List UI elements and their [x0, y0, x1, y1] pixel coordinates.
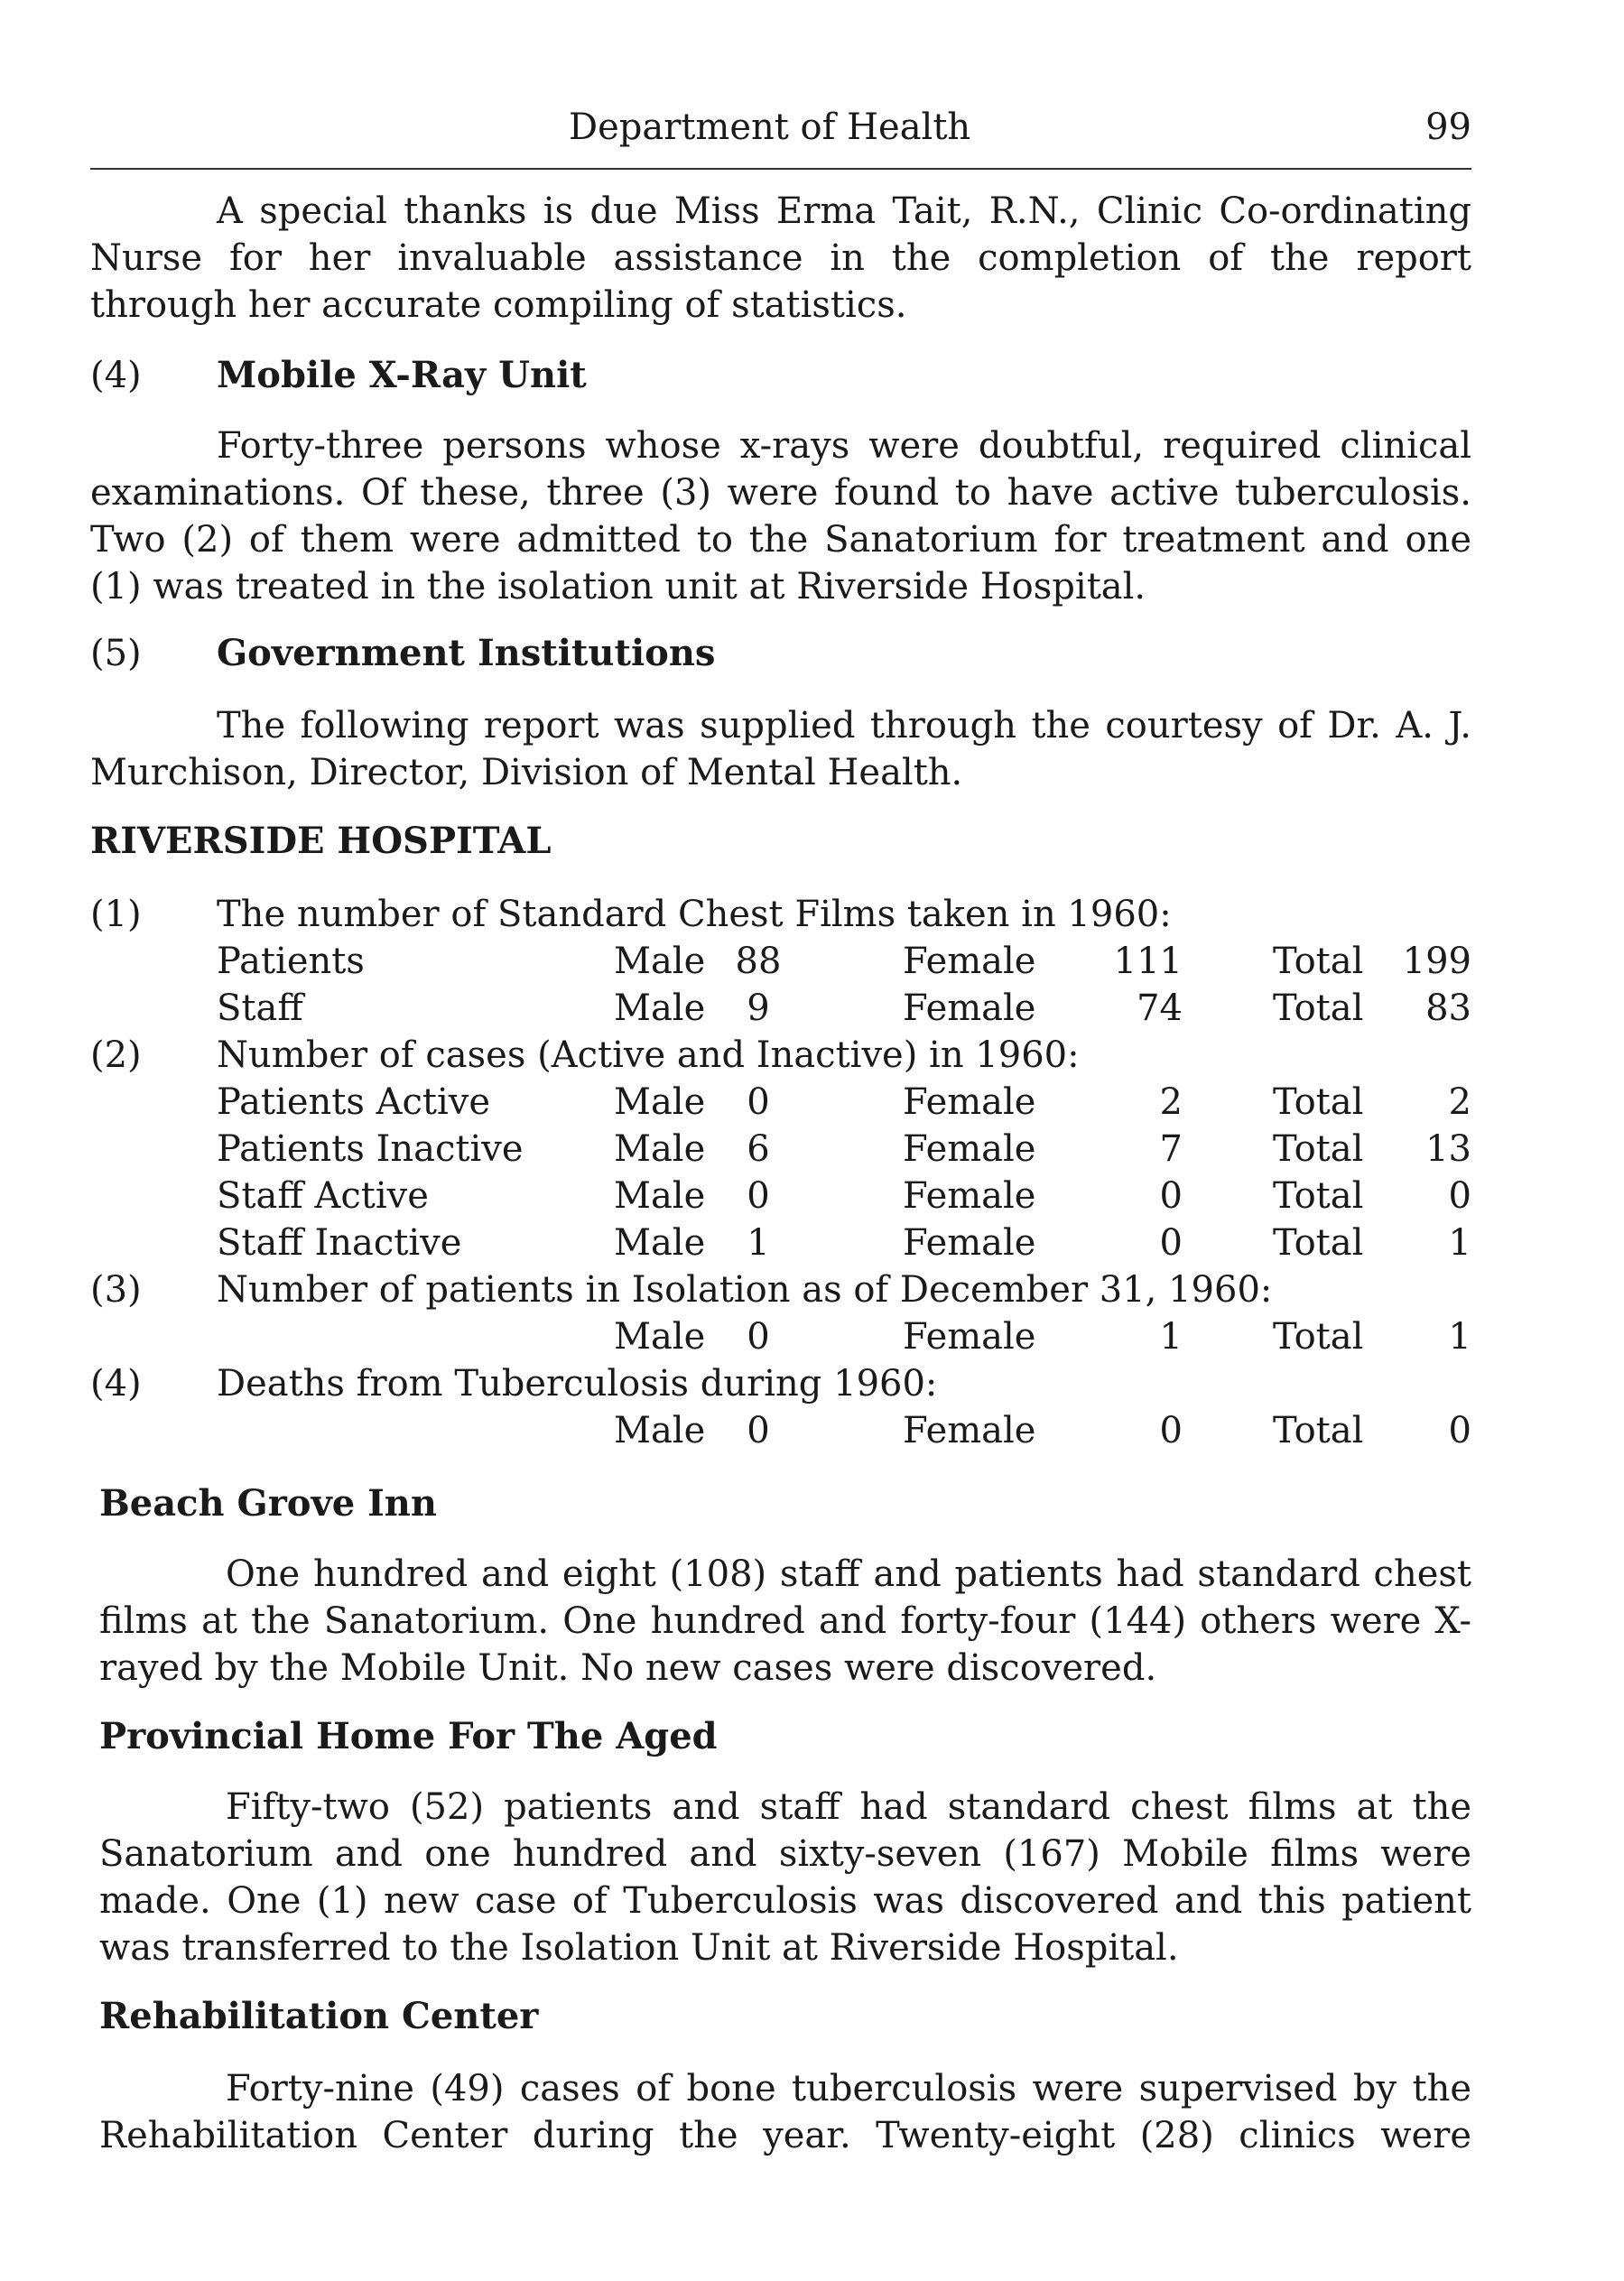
section-4-paragraph: Forty-three persons whose x-rays were doubtful, required clinical examinations. Of these, three (3) were found to have active tuberculosis. Two (2) of them were admitted to the Sanatorium for treatment and one (1) was treated in the isolation unit at Riverside Hospital. — [90, 425, 1471, 607]
intro-paragraph: A special thanks is due Miss Erma Tait, R.N., Clinic Co-ordinating Nurse for her invaluable assistance in the completion of the report through her accurate compiling of statistics. — [90, 190, 1471, 326]
male-value: 0 — [747, 1410, 770, 1451]
item-text: Deaths from Tuberculosis during 1960: — [217, 1363, 938, 1405]
row-label: Staff — [217, 988, 303, 1029]
male-value: 88 — [735, 941, 782, 982]
section-4-heading — [90, 354, 587, 396]
section-4-number: (4) — [90, 355, 142, 396]
row-label: Staff Active — [217, 1175, 429, 1217]
female-value: 0 — [1159, 1222, 1183, 1264]
male-label: Male — [614, 941, 706, 982]
table-row — [90, 988, 1471, 1034]
female-value: 111 — [1113, 941, 1183, 982]
table-row — [90, 1222, 1471, 1269]
male-value: 0 — [747, 1175, 770, 1217]
female-label: Female — [903, 1222, 1036, 1264]
table-row — [90, 941, 1471, 988]
female-label: Female — [903, 1175, 1036, 1217]
item-number: (2) — [90, 1034, 142, 1076]
page-header — [90, 107, 1471, 152]
page-number: 99 — [1425, 107, 1471, 148]
female-value: 74 — [1137, 988, 1183, 1029]
male-value: 1 — [747, 1222, 770, 1264]
female-label: Female — [903, 941, 1036, 982]
rehabilitation-paragraph: Forty-nine (49) cases of bone tuberculosis were supervised by the Rehabilitation Center during the year. Twenty-eight (28) clinics were — [99, 2068, 1471, 2156]
provincial-home-paragraph: Fifty-two (52) patients and staff had standard chest films at the Sanatorium and one hundred and sixty-seven (167) Mobile films were made. One (1) new case of Tuberculosis was discovered and this patient was transferred to the Isolation Unit at Riverside Hospital. — [99, 1786, 1471, 1969]
male-value: 0 — [747, 1316, 770, 1358]
total-label: Total — [1273, 1410, 1364, 1451]
section-4-title: Mobile X-Ray Unit — [217, 354, 587, 396]
item-number: (3) — [90, 1269, 142, 1311]
riverside-heading: RIVERSIDE HOSPITAL — [90, 820, 552, 862]
section-5-heading — [90, 632, 715, 674]
male-label: Male — [614, 988, 706, 1029]
total-value: 13 — [1425, 1128, 1471, 1170]
table-row — [90, 1316, 1471, 1363]
provincial-home-heading: Provincial Home For The Aged — [99, 1715, 718, 1757]
item-text: The number of Standard Chest Films taken in 1960: — [217, 894, 1172, 935]
female-label: Female — [903, 988, 1036, 1029]
table-row — [90, 1410, 1471, 1457]
riverside-item-2 — [90, 1034, 1471, 1081]
total-label: Total — [1273, 1128, 1364, 1170]
item-number: (1) — [90, 894, 142, 935]
male-label: Male — [614, 1410, 706, 1451]
female-value: 1 — [1159, 1316, 1183, 1358]
male-label: Male — [614, 1222, 706, 1264]
male-label: Male — [614, 1316, 706, 1358]
total-value: 0 — [1448, 1410, 1471, 1451]
header-rule — [90, 168, 1471, 170]
female-label: Female — [903, 1410, 1036, 1451]
female-value: 0 — [1159, 1175, 1183, 1217]
row-label: Patients — [217, 941, 365, 982]
total-value: 83 — [1425, 988, 1471, 1029]
table-row — [90, 1128, 1471, 1175]
female-label: Female — [903, 1316, 1036, 1358]
male-label: Male — [614, 1128, 706, 1170]
male-value: 6 — [747, 1128, 770, 1170]
table-row — [90, 1175, 1471, 1222]
male-label: Male — [614, 1081, 706, 1123]
female-label: Female — [903, 1081, 1036, 1123]
total-label: Total — [1273, 1175, 1364, 1217]
table-row — [90, 1081, 1471, 1128]
item-text: Number of patients in Isolation as of December 31, 1960: — [217, 1269, 1273, 1311]
total-value: 0 — [1448, 1175, 1471, 1217]
total-label: Total — [1273, 1222, 1364, 1264]
rehabilitation-heading: Rehabilitation Center — [99, 1995, 539, 2037]
male-label: Male — [614, 1175, 706, 1217]
total-value: 2 — [1448, 1081, 1471, 1123]
item-text: Number of cases (Active and Inactive) in 1960: — [217, 1034, 1080, 1076]
total-value: 1 — [1448, 1222, 1471, 1264]
row-label: Patients Inactive — [217, 1128, 524, 1170]
beach-grove-heading: Beach Grove Inn — [99, 1482, 437, 1525]
item-number: (4) — [90, 1363, 142, 1405]
riverside-item-4 — [90, 1363, 1471, 1410]
running-title: Department of Health — [569, 107, 971, 148]
row-label: Staff Inactive — [217, 1222, 462, 1264]
total-label: Total — [1273, 1081, 1364, 1123]
beach-grove-paragraph: One hundred and eight (108) staff and patients had standard chest films at the Sanatorium. One hundred and forty-four (144) others were X-rayed by the Mobile Unit. No new cases were discovered. — [99, 1553, 1471, 1689]
female-value: 7 — [1159, 1128, 1183, 1170]
riverside-item-3 — [90, 1269, 1471, 1316]
female-value: 0 — [1159, 1410, 1183, 1451]
total-value: 199 — [1402, 941, 1471, 982]
section-5-title: Government Institutions — [217, 632, 716, 674]
section-5-number: (5) — [90, 633, 142, 674]
female-value: 2 — [1159, 1081, 1183, 1123]
riverside-item-1 — [90, 894, 1471, 941]
row-label: Patients Active — [217, 1081, 491, 1123]
female-label: Female — [903, 1128, 1036, 1170]
male-value: 9 — [747, 988, 770, 1029]
total-label: Total — [1273, 941, 1364, 982]
male-value: 0 — [747, 1081, 770, 1123]
total-value: 1 — [1448, 1316, 1471, 1358]
total-label: Total — [1273, 1316, 1364, 1358]
section-5-paragraph: The following report was supplied through the courtesy of Dr. A. J. Murchison, Director, Division of Mental Health. — [90, 705, 1471, 793]
total-label: Total — [1273, 988, 1364, 1029]
